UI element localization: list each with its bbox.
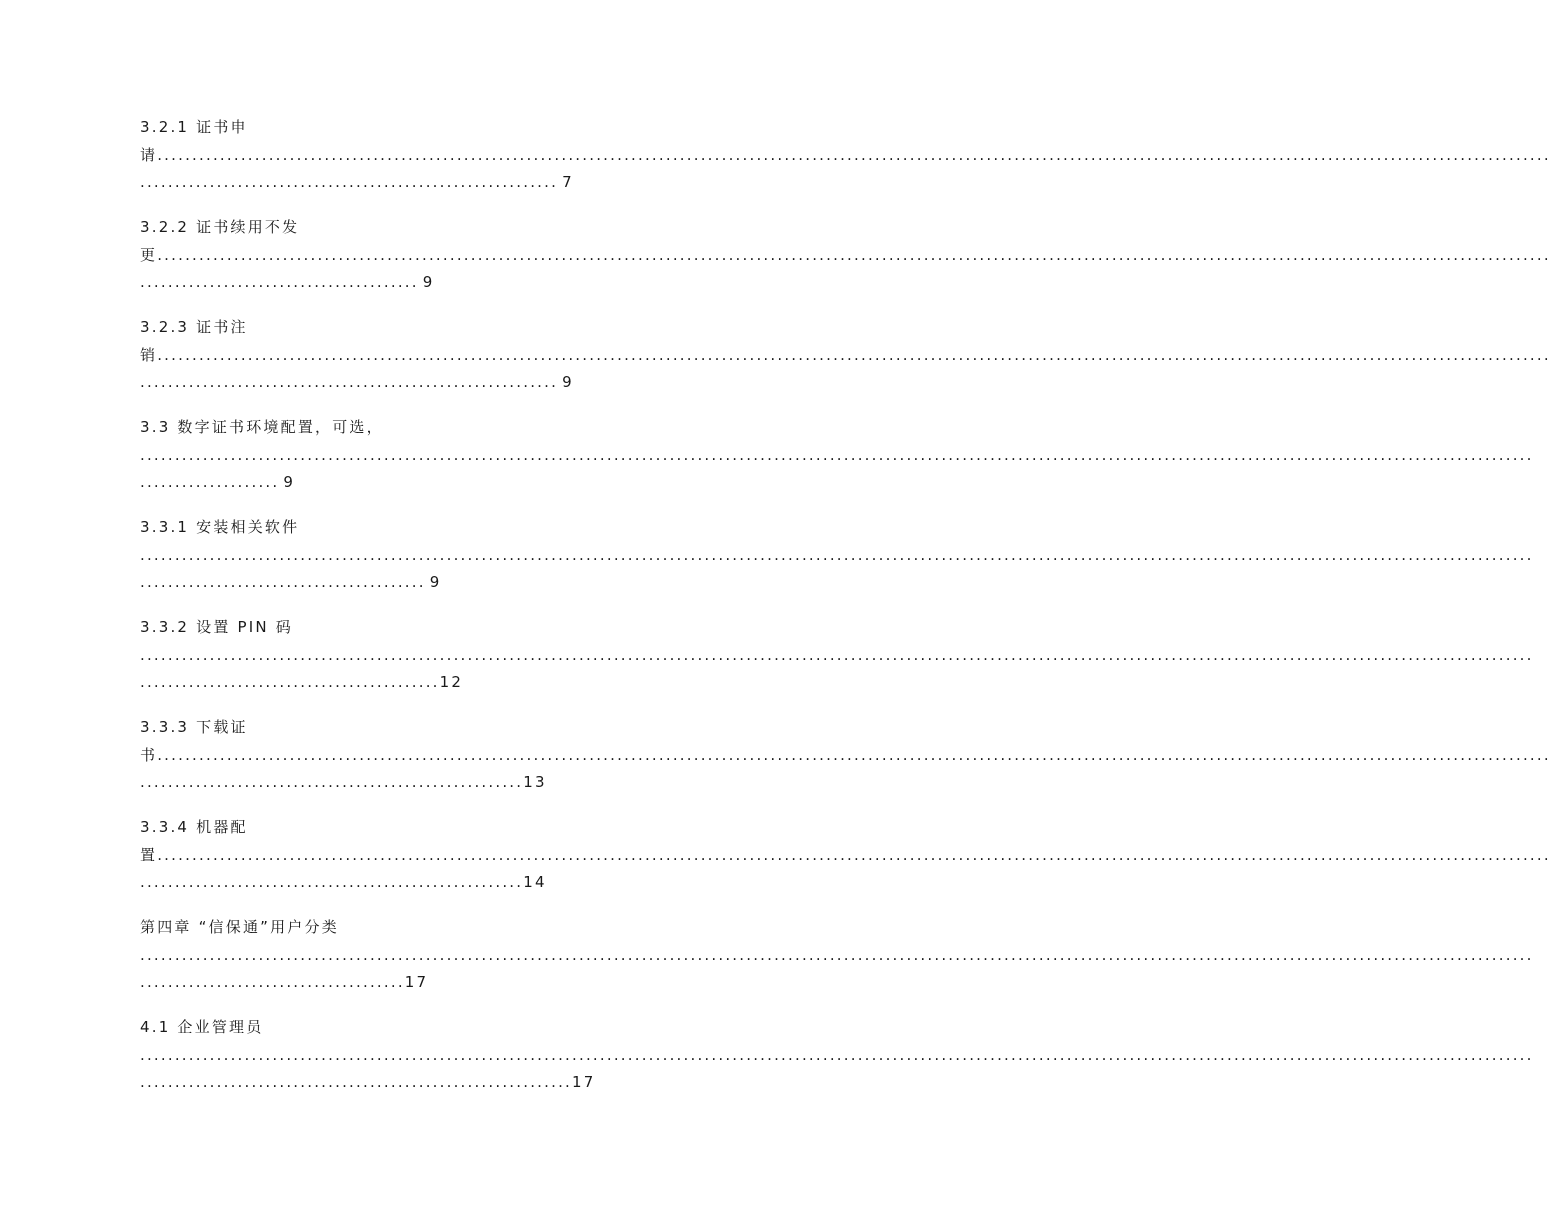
leader-dots: ........................................................................................................................................................................................................ (140, 445, 1534, 464)
toc-entry-title-continuation: 更 (140, 245, 158, 264)
toc-entry[interactable] (140, 614, 1534, 714)
toc-page-line (140, 769, 812, 797)
toc-page-line (140, 969, 812, 997)
toc-leader-line (140, 342, 1551, 370)
toc-leader-line (140, 542, 1534, 570)
leader-dots: .................... (140, 473, 280, 491)
leader-dots: ........................................................................................................................................................................................................ (140, 545, 1534, 564)
toc-entry-title: 第四章 “信保通”用户分类 (140, 918, 339, 936)
toc-page-line (140, 369, 812, 397)
leader-dots: .............................................................. (140, 1073, 573, 1091)
toc-page-number: 17 (404, 973, 429, 991)
toc-entry[interactable] (140, 514, 1534, 614)
leader-dots: ........................................................................................................................................................................................................ (140, 1045, 1534, 1064)
toc-page-number: 12 (439, 673, 464, 691)
toc-page-number: 9 (422, 273, 435, 291)
toc-entry[interactable] (140, 314, 1551, 414)
leader-dots: ........................................ (140, 273, 419, 291)
leader-dots: ........................................................................................................................................................................................................ (140, 945, 1534, 964)
toc-entry[interactable] (140, 814, 1551, 914)
toc-entry[interactable] (140, 414, 1534, 514)
toc-page-line (140, 569, 812, 597)
toc-entry[interactable] (140, 914, 1534, 1014)
toc-page-line (140, 269, 812, 297)
leader-dots: ............................................................ (140, 373, 559, 391)
toc-entry-title-continuation: 销 (140, 345, 158, 364)
toc-entry-title-continuation: 置 (140, 845, 158, 864)
toc-entry-title: 3.3.2 设置 PIN 码 (140, 618, 293, 636)
toc-entry-title: 3.2.2 证书续用不发 (140, 218, 300, 236)
leader-dots: ........................................................................................................................................................................................................ (140, 645, 1534, 664)
toc-leader-line (140, 642, 1534, 670)
table-of-contents (140, 114, 1551, 1114)
leader-dots: ......................................... (140, 573, 426, 591)
leader-dots: ...................................... (140, 973, 405, 991)
toc-leader-line (140, 742, 1551, 770)
leader-dots: ........................................................................................................................................................................................................ (157, 345, 1551, 364)
toc-page-number: 17 (572, 1073, 596, 1091)
toc-page-number: 9 (283, 473, 296, 491)
toc-entry-title: 3.3.3 下载证 (140, 718, 248, 736)
leader-dots: ........................................... (140, 673, 440, 691)
leader-dots: ....................................................... (140, 873, 524, 891)
toc-entry-title: 4.1 企业管理员 (140, 1018, 264, 1036)
toc-page-line (140, 469, 812, 497)
toc-entry[interactable] (140, 1014, 1534, 1114)
leader-dots: ........................................................................................................................................................................................................ (157, 845, 1551, 864)
toc-entry[interactable] (140, 114, 1551, 214)
toc-entry-title-continuation: 书 (140, 745, 158, 764)
toc-entry[interactable] (140, 714, 1551, 814)
leader-dots: ........................................................................................................................................................................................................ (157, 745, 1551, 764)
toc-page-number: 14 (523, 873, 547, 891)
toc-page-number: 7 (562, 173, 574, 191)
toc-leader-line (140, 1042, 1534, 1070)
toc-leader-line (140, 842, 1551, 870)
toc-page-line (140, 669, 812, 697)
toc-page-number: 9 (429, 573, 442, 591)
toc-entry-title: 3.2.1 证书申 (140, 118, 248, 136)
toc-page-line (140, 1069, 812, 1097)
toc-page-number: 13 (523, 773, 547, 791)
leader-dots: ....................................................... (140, 773, 524, 791)
toc-leader-line (140, 142, 1551, 170)
leader-dots: ........................................................................................................................................................................................................ (157, 245, 1551, 264)
toc-entry-title: 3.2.3 证书注 (140, 318, 248, 336)
toc-leader-line (140, 442, 1534, 470)
toc-entry-title: 3.3.4 机器配 (140, 818, 248, 836)
toc-entry[interactable] (140, 214, 1551, 314)
toc-page-line (140, 869, 812, 897)
leader-dots: ........................................................................................................................................................................................................ (157, 145, 1551, 164)
toc-page-number: 9 (562, 373, 574, 391)
leader-dots: ............................................................ (140, 173, 559, 191)
toc-entry-title: 3.3.1 安装相关软件 (140, 518, 300, 536)
toc-entry-title: 3.3 数字证书环境配置，可选， (140, 418, 384, 436)
toc-leader-line (140, 942, 1534, 970)
toc-page-line (140, 169, 812, 197)
toc-leader-line (140, 242, 1551, 270)
toc-entry-title-continuation: 请 (140, 145, 158, 164)
